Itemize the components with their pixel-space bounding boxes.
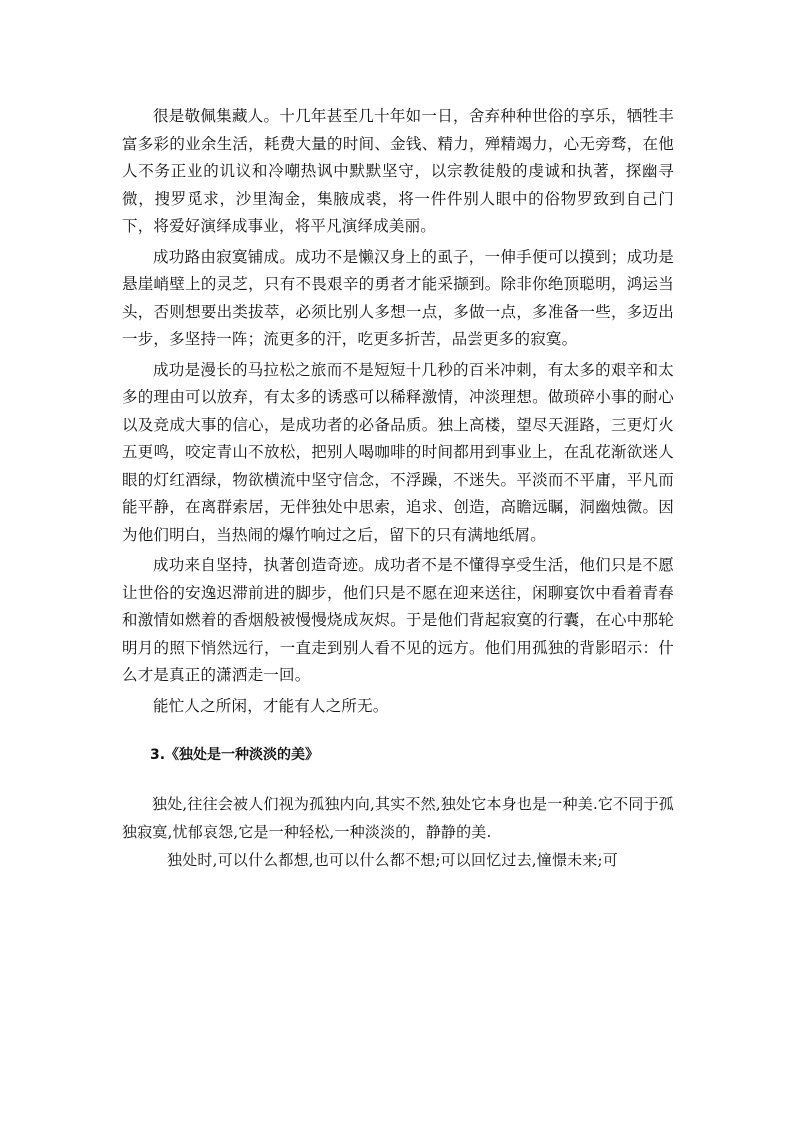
paragraph-collectors: 很是敬佩集藏人。十几年甚至几十年如一日，舍弃种种世俗的享乐，牺牲丰富多彩的业余生活，耗费大量的时间、金钱、精力，殚精竭力，心无旁骛，在他人不务正业的讥议和冷嘲热讽中默默坚守，以宗教徒般的虔诚和执著，探幽寻微，搜罗觅求，沙里淘金，集腋成裘，将一件件别人眼中的俗物罗致到自己门下，将爱好演绎成事业，将平凡演绎成美丽。 <box>122 107 674 235</box>
paragraph-success-path: 成功路由寂寞铺成。成功不是懒汉身上的虱子，一伸手便可以摸到；成功是悬崖峭壁上的灵芝，只有不畏艰辛的勇者才能采撷到。除非你绝顶聪明，鸿运当头，否则想要出类拔萃，必须比别人多想一点，多做一点，多准备一些，多迈出一步，多坚持一阵；流更多的汗，吃更多折苦，品尝更多的寂寞。 <box>122 247 674 348</box>
paragraph-persistence: 成功来自坚持，执著创造奇迹。成功者不是不懂得享受生活，他们只是不愿让世俗的安逸迟滞前进的脚步，他们只是不愿在迎来送往，闲聊宴饮中看着青春和激情如燃着的香烟般被慢慢烧成灰烬。于是他们背起寂寞的行囊，在心中那轮明月的照下悄然远行，一直走到别人看不见的远方。他们用孤独的背影昭示：什么才是真正的潇洒走一回。 <box>122 556 674 684</box>
paragraph-marathon: 成功是漫长的马拉松之旅而不是短短十几秒的百米冲刺，有太多的艰辛和太多的理由可以放弃，有太多的诱惑可以稀释激情，冲淡理想。做琐碎小事的耐心以及竞成大事的信心，是成功者的必备品质。独上高楼，望尽天涯路，三更灯火五更鸣，咬定青山不放松，把别人喝咖啡的时间都用到事业上，在乱花渐欲迷人眼的灯红酒绿，物欲横流中坚守信念，不浮躁，不迷失。平淡而不平庸，平凡而能平静，在离群索居，无伴独处中思索，追求、创造，高瞻远瞩，洞幽烛微。因为他们明白，当热闹的爆竹响过之后，留下的只有满地纸屑。 <box>122 360 674 544</box>
section-heading: 3.《独处是一种淡淡的美》 <box>150 747 320 763</box>
paragraph-solitude-intro: 独处,往往会被人们视为孤独内向,其实不然,独处它本身也是一种美.它不同于孤独寂寞,忧郁哀怨,它是一种轻松,一种淡淡的，静静的美. <box>122 795 674 841</box>
document-page <box>122 103 674 874</box>
paragraph-solitude-continue: 独处时,可以什么都想,也可以什么都不想;可以回忆过去,憧憬未来;可 <box>167 851 619 869</box>
paragraph-closing-line: 能忙人之所闲，才能有人之所无。 <box>153 696 389 715</box>
